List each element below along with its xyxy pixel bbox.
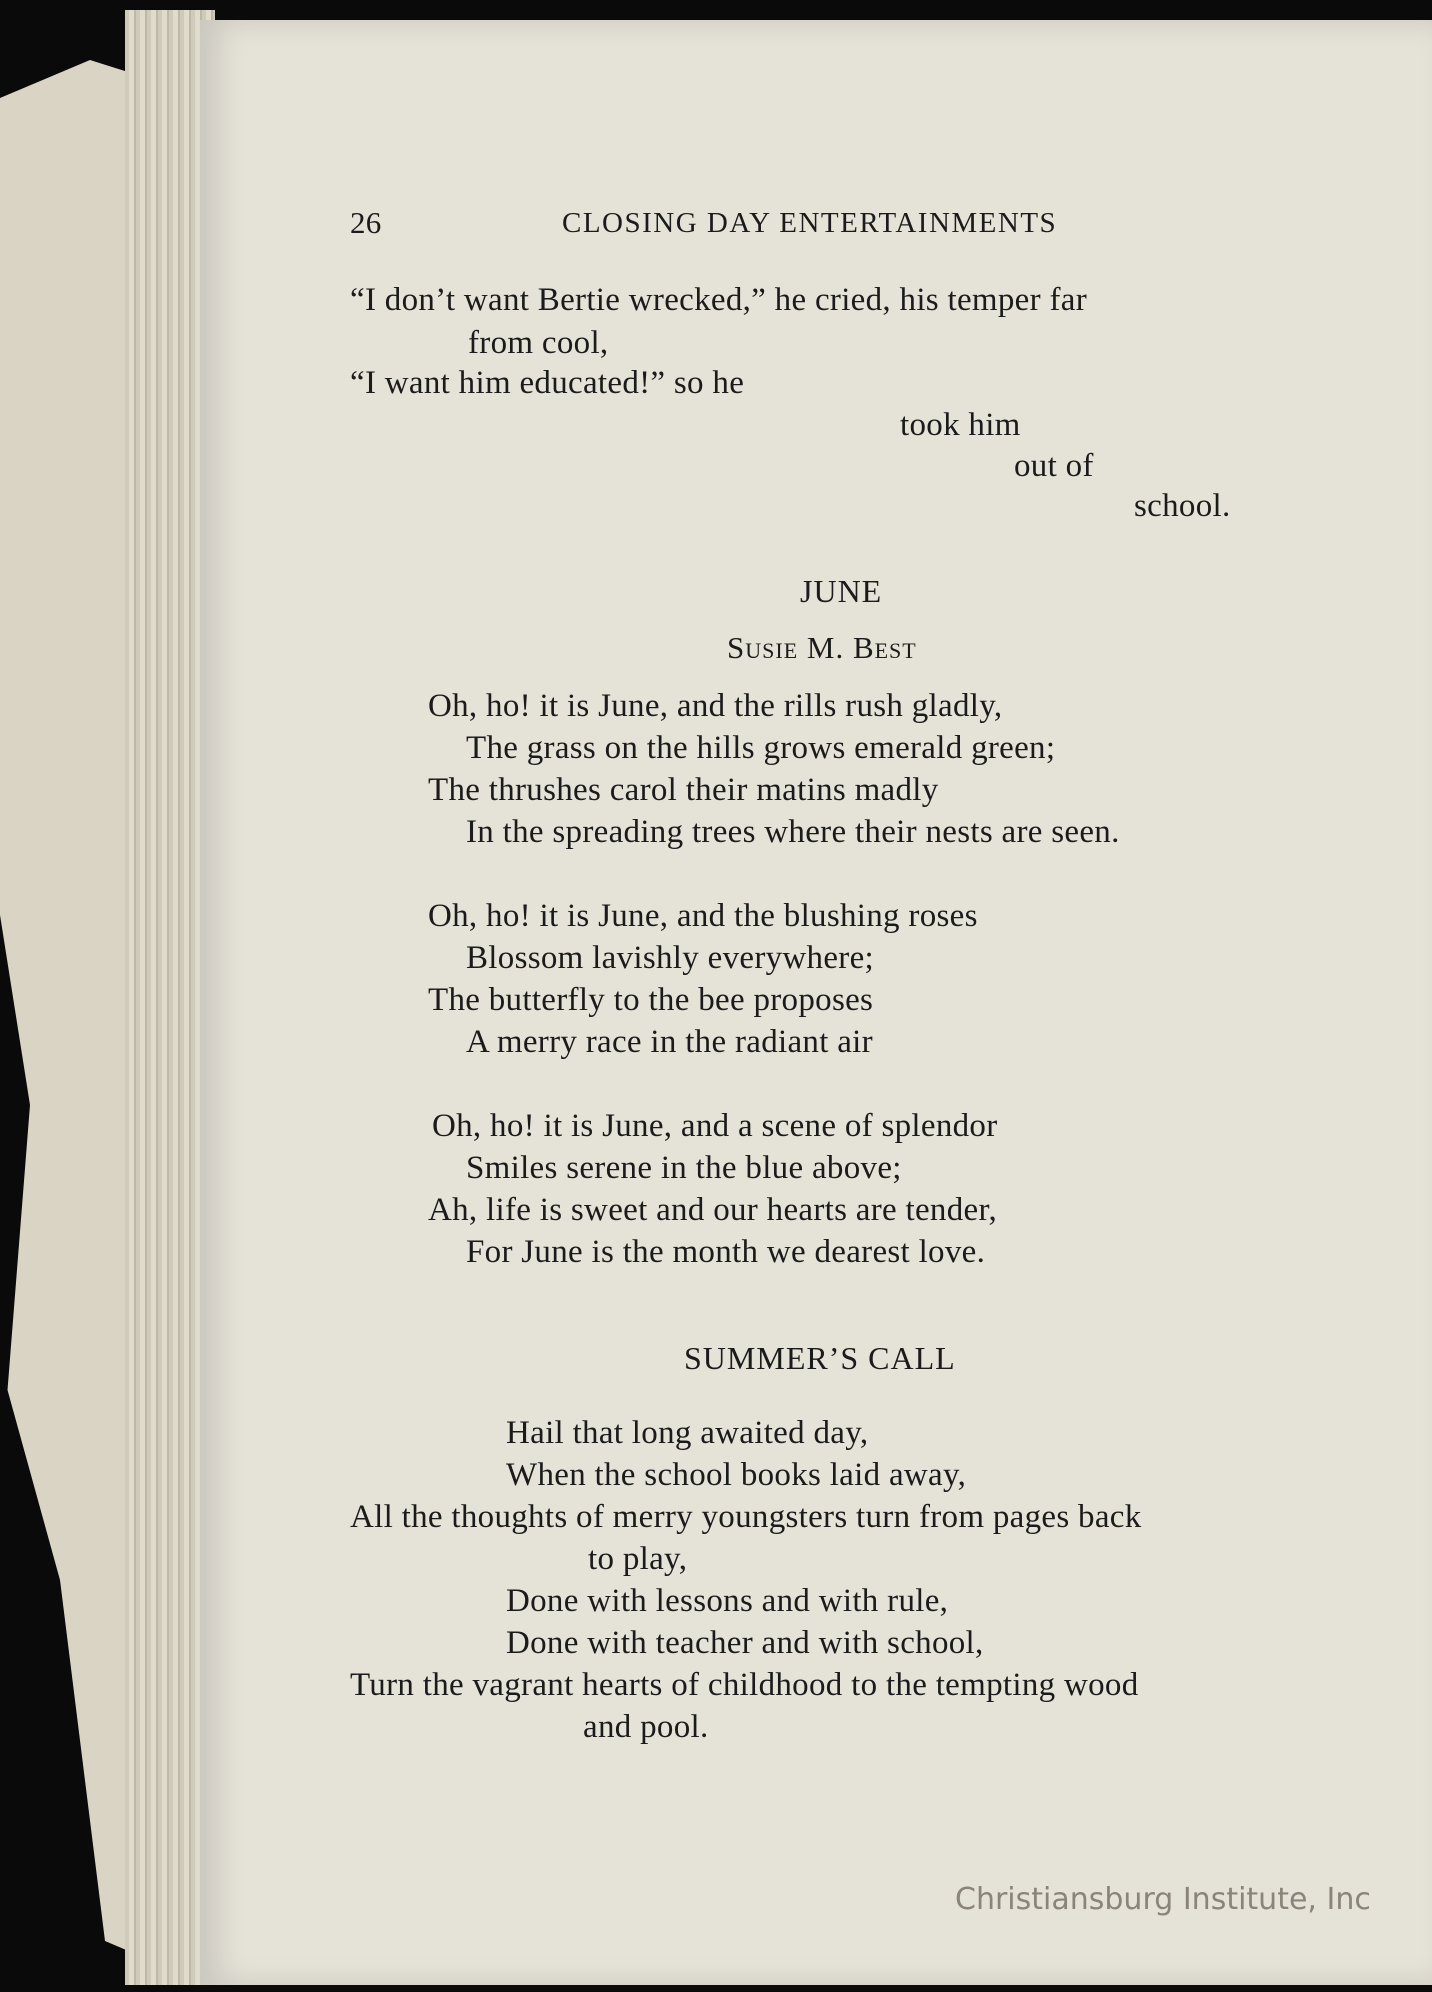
poem-line: “I don’t want Bertie wrecked,” he cried, his temper far (350, 282, 1087, 318)
poem-line: Hail that long awaited day, (506, 1415, 869, 1451)
running-title: CLOSING DAY ENTERTAINMENTS (562, 207, 1058, 239)
stanza-line: Smiles serene in the blue above; (466, 1150, 902, 1186)
watermark: Christiansburg Institute, Inc (955, 1882, 1371, 1917)
poem-line: When the school books laid away, (506, 1457, 967, 1493)
poem-line: school. (1134, 488, 1231, 524)
book-page (200, 20, 1432, 1985)
stanza-line: The thrushes carol their matins madly (428, 772, 939, 808)
poem-line: Turn the vagrant hearts of childhood to the tempting wood (350, 1667, 1139, 1703)
poem-line: Done with teacher and with school, (506, 1625, 984, 1661)
poem-line: to play, (588, 1541, 688, 1577)
poem-line: out of (1014, 448, 1094, 484)
poem-line: from cool, (468, 325, 609, 361)
stanza-line: Oh, ho! it is June, and a scene of splendor (432, 1108, 998, 1144)
poem-line: took him (900, 407, 1021, 443)
stanza-line: In the spreading trees where their nests are seen. (466, 814, 1120, 850)
poem-line: and pool. (583, 1709, 709, 1745)
poem-line: All the thoughts of merry youngsters turn from pages back (350, 1499, 1142, 1535)
poem-line: “I want him educated!” so he (350, 365, 745, 401)
poem-title-summers-call: SUMMER’S CALL (684, 1340, 956, 1376)
stanza-line: Blossom lavishly everywhere; (466, 940, 874, 976)
stanza-line: For June is the month we dearest love. (466, 1234, 986, 1270)
stanza-line: Oh, ho! it is June, and the rills rush gladly, (428, 688, 1003, 724)
stanza-line: A merry race in the radiant air (466, 1024, 873, 1060)
stanza-line: The grass on the hills grows emerald green; (466, 730, 1056, 766)
poem-line: Done with lessons and with rule, (506, 1583, 949, 1619)
poem-title-june: JUNE (800, 573, 883, 609)
stanza-line: The butterfly to the bee proposes (428, 982, 874, 1018)
page-number: 26 (350, 205, 382, 240)
poem-author: Susie M. Best (727, 630, 917, 665)
stanza-line: Ah, life is sweet and our hearts are tender, (428, 1192, 997, 1228)
stanza-line: Oh, ho! it is June, and the blushing roses (428, 898, 978, 934)
